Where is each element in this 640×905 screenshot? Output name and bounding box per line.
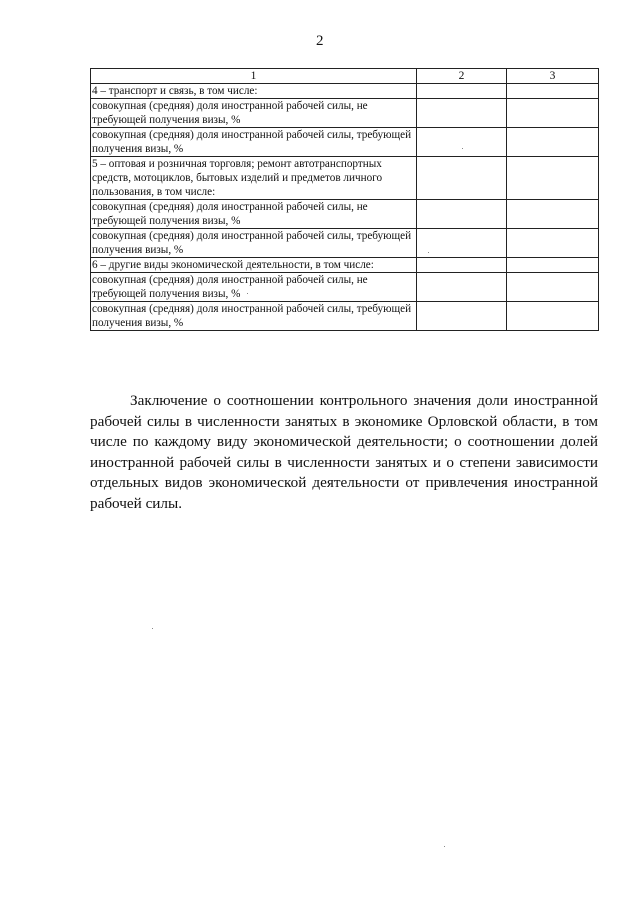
row-value-col-2 <box>417 128 507 157</box>
row-value-col-3 <box>507 273 599 302</box>
row-value-col-2 <box>417 99 507 128</box>
row-value-col-3 <box>507 258 599 273</box>
table-row <box>91 84 599 99</box>
table-row <box>91 99 599 128</box>
row-value-col-3 <box>507 128 599 157</box>
row-value-col-2 <box>417 84 507 99</box>
row-value-col-3 <box>507 229 599 258</box>
row-label: совокупная (средняя) доля иностранной рабочей силы, требующей получения визы, % <box>91 128 417 157</box>
row-label: совокупная (средняя) доля иностранной рабочей силы, не требующей получения визы, % <box>91 99 417 128</box>
table-row <box>91 157 599 200</box>
table-row <box>91 229 599 258</box>
conclusion-paragraph: Заключение о соотношении контрольного значения доли иностранной рабочей силы в численности занятых в экономике Орловской области, в том числе по каждому виду экономической деятельности; о соотношении долей иностранной рабочей силы в численности занятых и о степени зависимости отдельных видов экономической деятельности от привлечения иностранной рабочей силы. <box>90 392 598 512</box>
scan-speck <box>152 628 153 629</box>
table-header-col-1: 1 <box>91 69 417 84</box>
scan-speck <box>247 293 248 294</box>
row-value-col-3 <box>507 99 599 128</box>
row-value-col-3 <box>507 84 599 99</box>
row-label: совокупная (средняя) доля иностранной рабочей силы, не требующей получения визы, % <box>91 200 417 229</box>
scan-speck <box>444 846 445 847</box>
scan-speck <box>428 252 429 253</box>
page-number: 2 <box>316 33 324 49</box>
row-label: совокупная (средняя) доля иностранной рабочей силы, не требующей получения визы, % <box>91 273 417 302</box>
table-header-col-2: 2 <box>417 69 507 84</box>
row-label: 5 – оптовая и розничная торговля; ремонт автотранспортных средств, мотоциклов, бытовых изделий и предметов личного пользования, в том числе: <box>91 157 417 200</box>
row-label: совокупная (средняя) доля иностранной рабочей силы, требующей получения визы, % <box>91 229 417 258</box>
table-row <box>91 302 599 331</box>
row-label: 4 – транспорт и связь, в том числе: <box>91 84 417 99</box>
data-table <box>90 68 599 331</box>
row-value-col-2 <box>417 229 507 258</box>
row-value-col-3 <box>507 200 599 229</box>
row-label: совокупная (средняя) доля иностранной рабочей силы, требующей получения визы, % <box>91 302 417 331</box>
row-value-col-3 <box>507 302 599 331</box>
table-row <box>91 128 599 157</box>
table-row <box>91 258 599 273</box>
row-value-col-2 <box>417 302 507 331</box>
row-value-col-2 <box>417 157 507 200</box>
table-row <box>91 273 599 302</box>
row-value-col-3 <box>507 157 599 200</box>
row-value-col-2 <box>417 258 507 273</box>
table-header-col-3: 3 <box>507 69 599 84</box>
table-header-row <box>91 69 599 84</box>
scan-speck <box>462 148 463 149</box>
row-value-col-2 <box>417 200 507 229</box>
row-value-col-2 <box>417 273 507 302</box>
row-label: 6 – другие виды экономической деятельности, в том числе: <box>91 258 417 273</box>
table-row <box>91 200 599 229</box>
